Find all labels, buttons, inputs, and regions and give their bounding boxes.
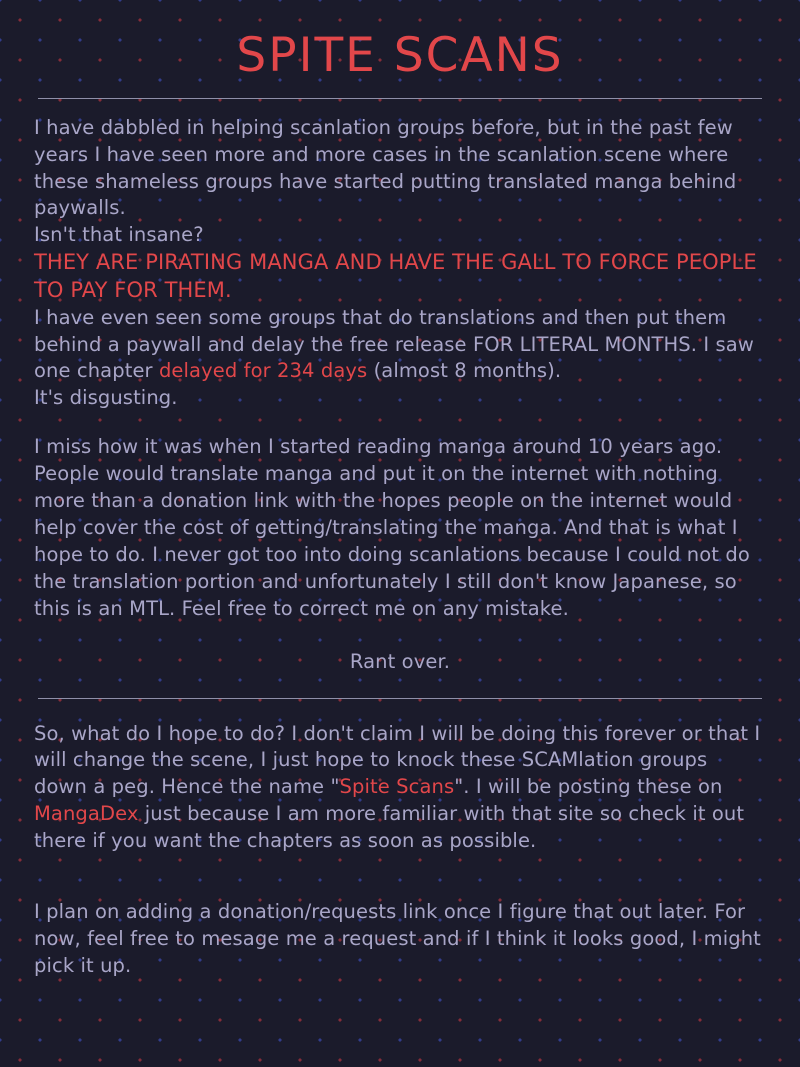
paragraph-disgusting: It's disgusting.	[34, 386, 178, 410]
paragraph-plans	[34, 721, 766, 856]
plans-text-before: So, what do I hope to do? I don't claim I will be doing this forever or that I will change the scene, I just hope to knock these SCAMlation groups down a peg. Hence the name "	[34, 721, 761, 799]
mangadex-link[interactable]: MangaDex	[34, 802, 139, 826]
divider-top	[38, 98, 762, 99]
spacer-1	[34, 412, 766, 434]
paragraph-rant-over: Rant over.	[349, 649, 451, 673]
paywall-highlight: delayed for 234 days	[158, 359, 368, 383]
paragraph-question: Isn't that insane?	[34, 223, 204, 247]
paywall-text-before: I have even seen some groups that do translations and then put them behind a paywall and delay the free release FOR LITERAL MONTHS. I saw one chapter	[34, 305, 754, 383]
divider-middle	[38, 698, 762, 699]
paragraph-shout: THEY ARE PIRATING MANGA AND HAVE THE GALL TO FORCE PEOPLE TO PAY FOR THEM.	[34, 250, 757, 302]
spacer-3	[34, 877, 766, 899]
paragraph-intro: I have dabbled in helping scanlation groups before, but in the past few years I have seen more and more cases in the scanlation scene where these shameless groups have started putting translated manga behind paywalls.	[34, 115, 737, 220]
paragraph-paywall	[34, 305, 766, 386]
paragraph-donation: I plan on adding a donation/requests link once I figure that out later. For now, feel free to mesage me a request and if I think it looks good, I might pick it up.	[34, 900, 761, 977]
page-title: SPITE SCANS	[236, 28, 564, 83]
document-body	[34, 115, 766, 980]
paywall-text-after: (almost 8 months).	[367, 359, 562, 383]
spite-scans-name: Spite Scans	[339, 775, 455, 799]
plans-text-after: just because I am more familiar with that site so check it out there if you want the chapters as soon as possible.	[34, 802, 745, 853]
plans-text-middle: ". I will be posting these on	[454, 775, 723, 799]
paragraph-nostalgia: I miss how it was when I started reading manga around 10 years ago. People would translate manga and put it on the internet with nothing more than a donation link with the hopes people on the internet would help cover the cost of getting/translating the manga. And that is what I hope to do. I never got too into doing scanlations because I could not do the translation portion and unfortunately I still don't know Japanese, so this is an MTL. Feel free to correct me on any mistake.	[34, 435, 750, 620]
spacer-2	[34, 855, 766, 877]
